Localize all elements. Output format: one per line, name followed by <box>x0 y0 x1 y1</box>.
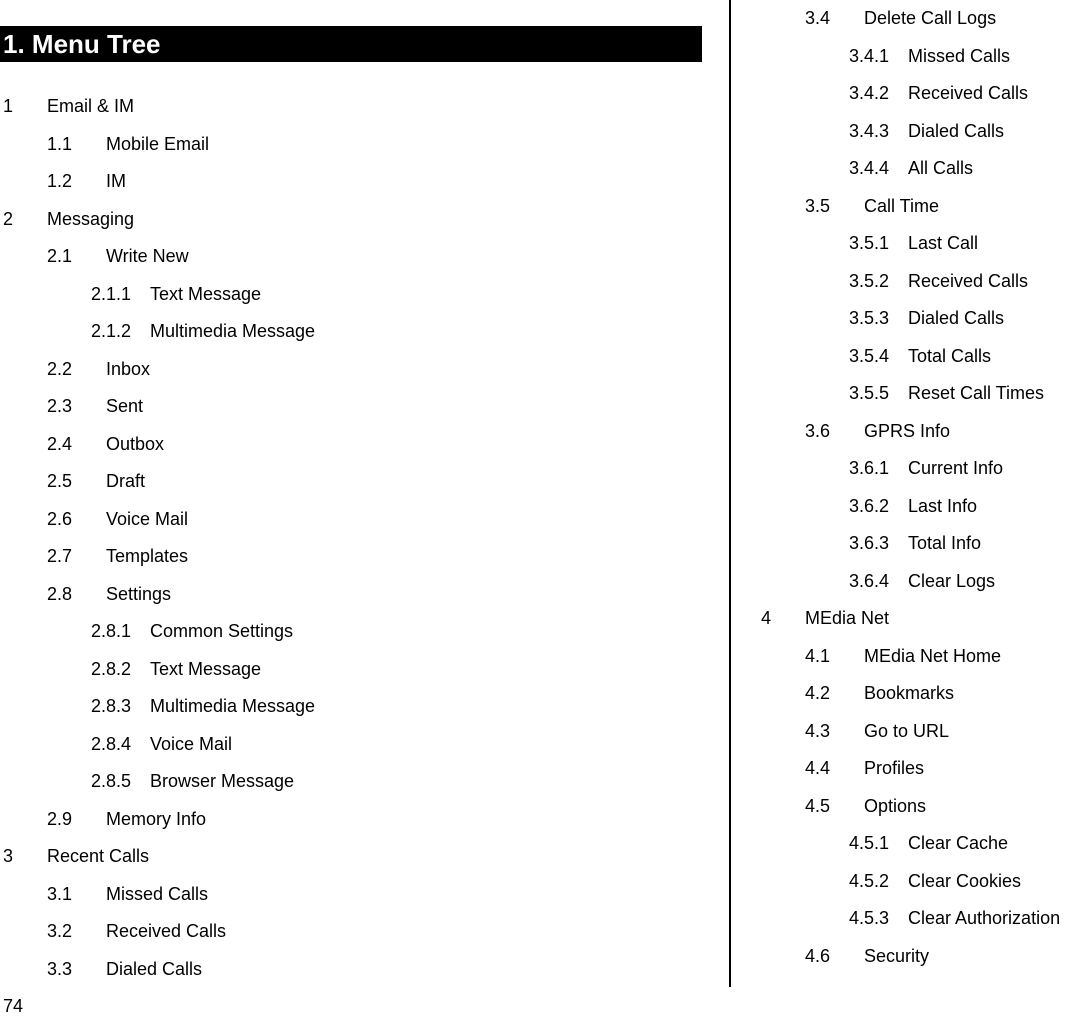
menu-item-label: Profiles <box>864 758 925 778</box>
menu-item-number: 3.5 <box>805 195 831 216</box>
menu-item-label: Outbox <box>106 433 165 454</box>
menu-item-number: 3.6.4 <box>849 570 890 591</box>
menu-item-number: 3 <box>3 846 14 866</box>
menu-item-label: Voice Mail <box>150 733 233 754</box>
menu-item-number: 4.5.2 <box>849 870 890 891</box>
menu-item-number: 3.6 <box>805 420 831 441</box>
menu-item-label: All Calls <box>908 158 974 178</box>
menu-item-number: 3.2 <box>47 921 73 941</box>
menu-item-label: Clear Authorization <box>908 908 1061 928</box>
menu-item-number: 3.4.4 <box>849 158 890 178</box>
menu-item-label: Missed Calls <box>908 45 1011 66</box>
menu-item-label: GPRS Info <box>864 420 951 441</box>
menu-item-number: 2.8.3 <box>91 696 132 716</box>
menu-item-number: 2.1.2 <box>91 321 132 341</box>
menu-item-label: Messaging <box>47 208 135 229</box>
menu-item-number: 4 <box>761 608 772 628</box>
menu-item-number: 3.5.3 <box>849 308 890 328</box>
menu-item-label: Last Call <box>908 233 979 253</box>
menu-item-label: Total Info <box>908 533 982 553</box>
menu-item-label: Draft <box>106 471 146 491</box>
menu-item-number: 2.3 <box>47 396 73 416</box>
menu-item-label: Call Time <box>864 195 940 216</box>
menu-item-number: 3.3 <box>47 958 73 979</box>
menu-item-label: Templates <box>106 546 189 566</box>
menu-item-label: Dialed Calls <box>908 308 1005 328</box>
column-divider <box>729 0 731 987</box>
menu-item-number: 3.5.1 <box>849 233 890 253</box>
menu-item-number: 2 <box>3 208 14 229</box>
menu-item-label: Email & IM <box>47 96 135 116</box>
menu-item-label: IM <box>106 171 126 191</box>
menu-item-label: Sent <box>106 396 144 416</box>
menu-item-number: 3.4.1 <box>849 45 890 66</box>
menu-item-number: 2.8 <box>47 583 73 604</box>
menu-item-number: 3.5.4 <box>849 345 890 366</box>
menu-item-label: Settings <box>106 583 172 604</box>
menu-item-label: Multimedia Message <box>150 321 316 341</box>
menu-item-number: 4.5.1 <box>849 833 890 853</box>
menu-item-number: 4.1 <box>805 645 831 666</box>
menu-item-label: Bookmarks <box>864 683 955 703</box>
menu-item-label: Received Calls <box>908 270 1029 291</box>
menu-item-number: 2.1 <box>47 246 73 266</box>
menu-item-number: 3.5.5 <box>849 383 890 403</box>
menu-item-label: Total Calls <box>908 345 992 366</box>
menu-item-number: 2.6 <box>47 508 73 529</box>
menu-item-number: 3.4.2 <box>849 83 890 103</box>
menu-item-number: 3.6.2 <box>849 495 890 516</box>
menu-item-label: Options <box>864 795 927 816</box>
menu-item-label: Text Message <box>150 658 262 679</box>
menu-item-label: Common Settings <box>150 621 294 641</box>
menu-item-label: Voice Mail <box>106 508 189 529</box>
menu-item-label: Write New <box>106 246 189 266</box>
menu-item-number: 4.2 <box>805 683 831 703</box>
menu-item-label: Reset Call Times <box>908 383 1045 403</box>
menu-item-number: 4.4 <box>805 758 831 778</box>
menu-item-label: Multimedia Message <box>150 696 316 716</box>
menu-item-label: Dialed Calls <box>106 958 203 979</box>
menu-item-label: Delete Call Logs <box>864 8 997 28</box>
menu-item-label: Clear Logs <box>908 570 996 591</box>
menu-item-number: 4.5.3 <box>849 908 890 928</box>
menu-item-number: 1.2 <box>47 171 73 191</box>
menu-item-number: 2.1.1 <box>91 283 132 304</box>
menu-item-number: 3.5.2 <box>849 270 890 291</box>
menu-item-label: Current Info <box>908 458 1004 478</box>
menu-item-number: 2.8.4 <box>91 733 132 754</box>
menu-item-label: MEdia Net <box>805 608 890 628</box>
page-number: 74 <box>3 996 24 1016</box>
menu-item-number: 3.6.1 <box>849 458 890 478</box>
menu-item-label: Memory Info <box>106 808 207 829</box>
menu-item-number: 4.5 <box>805 795 831 816</box>
menu-item-label: Recent Calls <box>47 846 150 866</box>
menu-item-label: Received Calls <box>106 921 227 941</box>
page-title: 1. Menu Tree <box>0 26 702 62</box>
menu-item-number: 1 <box>3 96 14 116</box>
menu-item-number: 4.3 <box>805 720 831 741</box>
menu-item-number: 2.9 <box>47 808 73 829</box>
menu-item-number: 3.4 <box>805 8 831 28</box>
menu-item-number: 2.7 <box>47 546 73 566</box>
menu-item-label: Browser Message <box>150 771 295 791</box>
menu-item-number: 2.2 <box>47 358 73 379</box>
menu-item-number: 4.6 <box>805 945 831 966</box>
menu-item-number: 2.8.5 <box>91 771 132 791</box>
menu-item-label: Mobile Email <box>106 133 210 154</box>
menu-item-number: 3.1 <box>47 883 73 904</box>
menu-item-label: Dialed Calls <box>908 120 1005 141</box>
menu-item-number: 1.1 <box>47 133 73 154</box>
menu-item-number: 2.5 <box>47 471 73 491</box>
menu-item-label: Received Calls <box>908 83 1029 103</box>
menu-item-number: 2.4 <box>47 433 73 454</box>
menu-item-label: MEdia Net Home <box>864 645 1002 666</box>
menu-item-label: Go to URL <box>864 720 950 741</box>
menu-item-label: Missed Calls <box>106 883 209 904</box>
menu-item-label: Last Info <box>908 495 978 516</box>
menu-item-label: Clear Cache <box>908 833 1009 853</box>
menu-item-number: 3.4.3 <box>849 120 890 141</box>
menu-item-label: Security <box>864 945 930 966</box>
menu-item-number: 3.6.3 <box>849 533 890 553</box>
menu-item-number: 2.8.1 <box>91 621 132 641</box>
menu-item-label: Clear Cookies <box>908 870 1022 891</box>
menu-item-number: 2.8.2 <box>91 658 132 679</box>
menu-item-label: Text Message <box>150 283 262 304</box>
menu-item-label: Inbox <box>106 358 151 379</box>
